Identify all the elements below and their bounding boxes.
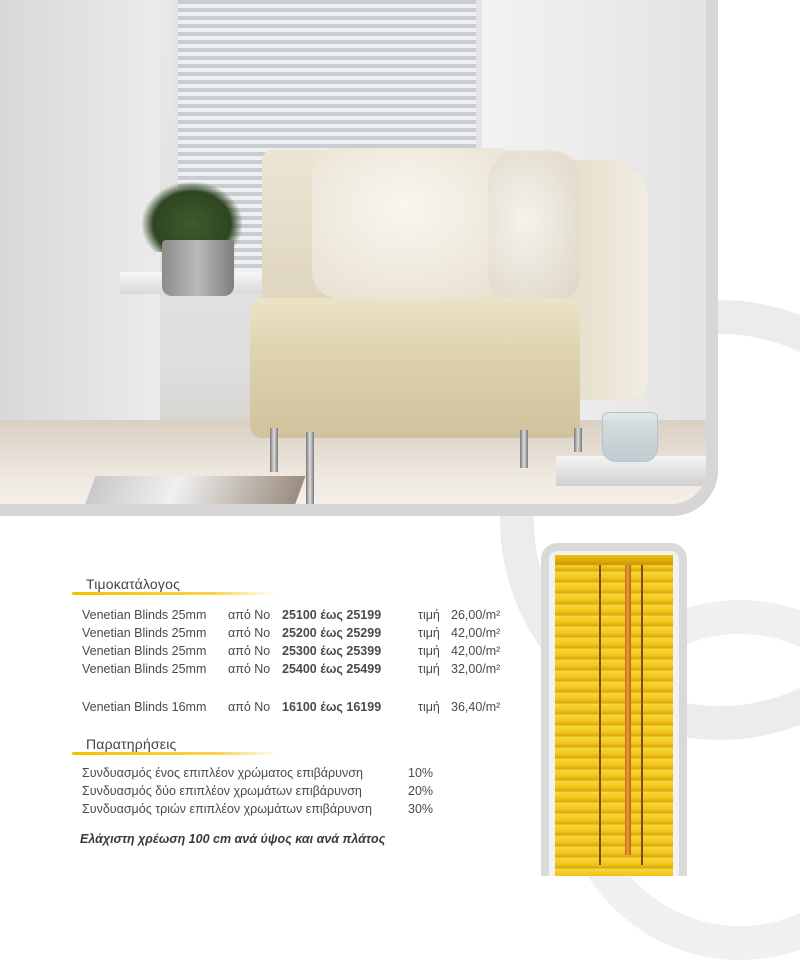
- code-prefix: από Νο: [228, 662, 271, 676]
- blind-cord: [641, 565, 643, 865]
- price-value: 26,00/m²: [451, 608, 501, 622]
- product-name: Venetian Blinds 16mm: [82, 700, 207, 714]
- code-range: 16100 έως 16199: [282, 700, 382, 714]
- note-percent: 10%: [408, 766, 434, 780]
- code-prefix: από Νο: [228, 644, 271, 658]
- note-text: Συνδυασμός τριών επιπλέον χρωμάτων επιβάρυνση: [82, 802, 372, 816]
- yellow-blind-photo: [541, 543, 687, 876]
- note-percent: 20%: [408, 784, 434, 798]
- blind-tilt-wand: [625, 565, 631, 855]
- photo-frame: [0, 0, 718, 516]
- code-range: 25200 έως 25299: [282, 626, 382, 640]
- price-value: 42,00/m²: [451, 626, 501, 640]
- code-prefix: από Νο: [228, 608, 271, 622]
- price-label: τιμή: [418, 608, 440, 622]
- blind-slats: [555, 561, 673, 876]
- notes-heading: Παρατηρήσεις: [86, 736, 177, 752]
- product-name: Venetian Blinds 25mm: [82, 644, 207, 658]
- code-range: 25300 έως 25399: [282, 644, 382, 658]
- code-prefix: από Νο: [228, 700, 271, 714]
- price-value: 32,00/m²: [451, 662, 501, 676]
- price-label: τιμή: [418, 626, 440, 640]
- note-text: Συνδυασμός δύο επιπλέον χρωμάτων επιβάρυνση: [82, 784, 362, 798]
- product-name: Venetian Blinds 25mm: [82, 608, 207, 622]
- price-list-heading-underline: [72, 592, 276, 595]
- minimum-charge-note: Ελάχιστη χρέωση 100 cm ανά ύψος και ανά πλάτος: [80, 832, 386, 846]
- note-percent: 30%: [408, 802, 434, 816]
- product-name: Venetian Blinds 25mm: [82, 662, 207, 676]
- price-label: τιμή: [418, 644, 440, 658]
- price-list-heading: Τιμοκατάλογος: [86, 576, 181, 592]
- note-text: Συνδυασμός ένος επιπλέον χρώματος επιβάρυνση: [82, 766, 363, 780]
- code-range: 25100 έως 25199: [282, 608, 382, 622]
- price-value: 36,40/m²: [451, 700, 501, 714]
- code-prefix: από Νο: [228, 626, 271, 640]
- blind-cord: [599, 565, 601, 865]
- price-label: τιμή: [418, 700, 440, 714]
- price-value: 42,00/m²: [451, 644, 501, 658]
- code-range: 25400 έως 25499: [282, 662, 382, 676]
- blind-headrail: [555, 555, 673, 565]
- notes-heading-underline: [72, 752, 278, 755]
- price-label: τιμή: [418, 662, 440, 676]
- product-name: Venetian Blinds 25mm: [82, 626, 207, 640]
